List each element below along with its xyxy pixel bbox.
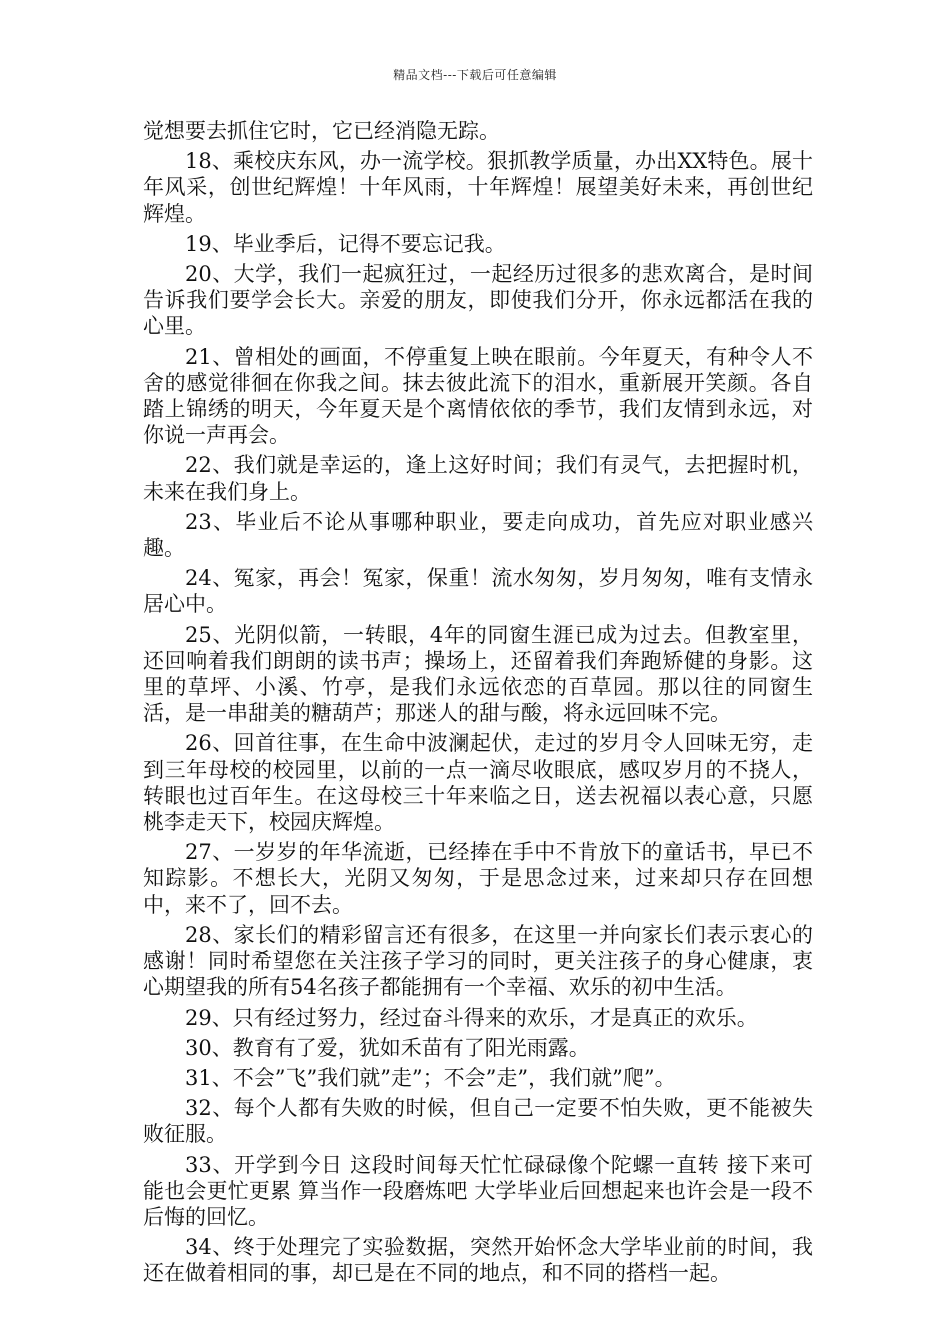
paragraph: 19、毕业季后，记得不要忘记我。 xyxy=(185,231,506,256)
paragraph: 23、毕业后不论从事哪种职业，要走向成功，首先应对职业感兴趣。 xyxy=(143,509,813,561)
paragraph: 28、家长们的精彩留言还有很多，在这里一并向家长们表示衷心的感谢！同时希望您在关注孩子学习的同时，更关注孩子的身心健康，衷心期望我的所有54名孩子都能拥有一个幸福、欢乐的初中生活。 xyxy=(143,922,813,1000)
page-header: 精品文档---下载后可任意编辑 xyxy=(393,68,557,82)
document-body xyxy=(143,118,813,1291)
paragraph: 32、每个人都有失败的时候，但自己一定要不怕失败，更不能被失败征服。 xyxy=(143,1096,813,1147)
paragraph: 31、不会”飞”我们就”走”；不会”走”，我们就”爬”。 xyxy=(185,1065,676,1090)
paragraph: 34、终于处理完了实验数据，突然开始怀念大学毕业前的时间，我还在做着相同的事，却已是在不同的地点，和不同的搭档一起。 xyxy=(143,1235,813,1286)
paragraph: 18、乘校庆东风，办一流学校。狠抓教学质量，办出XX特色。展十年风采，创世纪辉煌！十年风雨，十年辉煌！展望美好未来，再创世纪辉煌。 xyxy=(143,149,813,226)
paragraph: 22、我们就是幸运的，逢上这好时间；我们有灵气，去把握时机，未来在我们身上。 xyxy=(143,453,813,504)
paragraph: 33、开学到今日 这段时间每天忙忙碌碌像个陀螺一直转 接下来可能也会更忙更累 算当作一段磨炼吧 大学毕业后回想起来也许会是一段不后悔的回忆。 xyxy=(143,1152,813,1229)
paragraph: 21、曾相处的画面，不停重复上映在眼前。今年夏天，有种令人不舍的感觉徘徊在你我之间。抹去彼此流下的泪水，重新展开笑颜。各自踏上锦绣的明天，今年夏天是个离情依依的季节，我们友情到永远，对你说一声再会。 xyxy=(143,344,813,448)
paragraph: 29、只有经过努力，经过奋斗得来的欢乐，才是真正的欢乐。 xyxy=(185,1005,758,1030)
paragraph: 25、光阴似箭，一转眼，4年的同窗生涯已成为过去。但教室里，还回响着我们朗朗的读书声；操场上，还留着我们奔跑矫健的身影。这里的草坪、小溪、竹亭，是我们永远依恋的百草园。那以往的同窗生活，是一串甜美的糖葫芦；那迷人的甜与酸，将永远回味不完。 xyxy=(143,622,813,726)
paragraph: 27、一岁岁的年华流逝，已经捧在手中不肯放下的童话书，早已不知踪影。不想长大，光阴又匆匆，于是思念过来，过来却只存在回想中，来不了，回不去。 xyxy=(143,840,813,917)
paragraph: 24、冤家，再会！冤家，保重！流水匆匆，岁月匆匆，唯有支情永居心中。 xyxy=(143,566,813,617)
paragraph: 觉想要去抓住它时，它已经消隐无踪。 xyxy=(143,119,500,143)
paragraph: 30、教育有了爱，犹如禾苗有了阳光雨露。 xyxy=(185,1035,590,1060)
paragraph: 20、大学，我们一起疯狂过，一起经历过很多的悲欢离合，是时间告诉我们要学会长大。亲爱的朋友，即使我们分开，你永远都活在我的心里。 xyxy=(143,262,813,339)
paragraph: 26、回首往事，在生命中波澜起伏，走过的岁月令人回味无穷，走到三年母校的校园里，以前的一点一滴尽收眼底，感叹岁月的不挠人，转眼也过百年生。在这母校三十年来临之日，送去祝福以表心意，只愿桃李走天下，校园庆辉煌。 xyxy=(143,731,813,835)
